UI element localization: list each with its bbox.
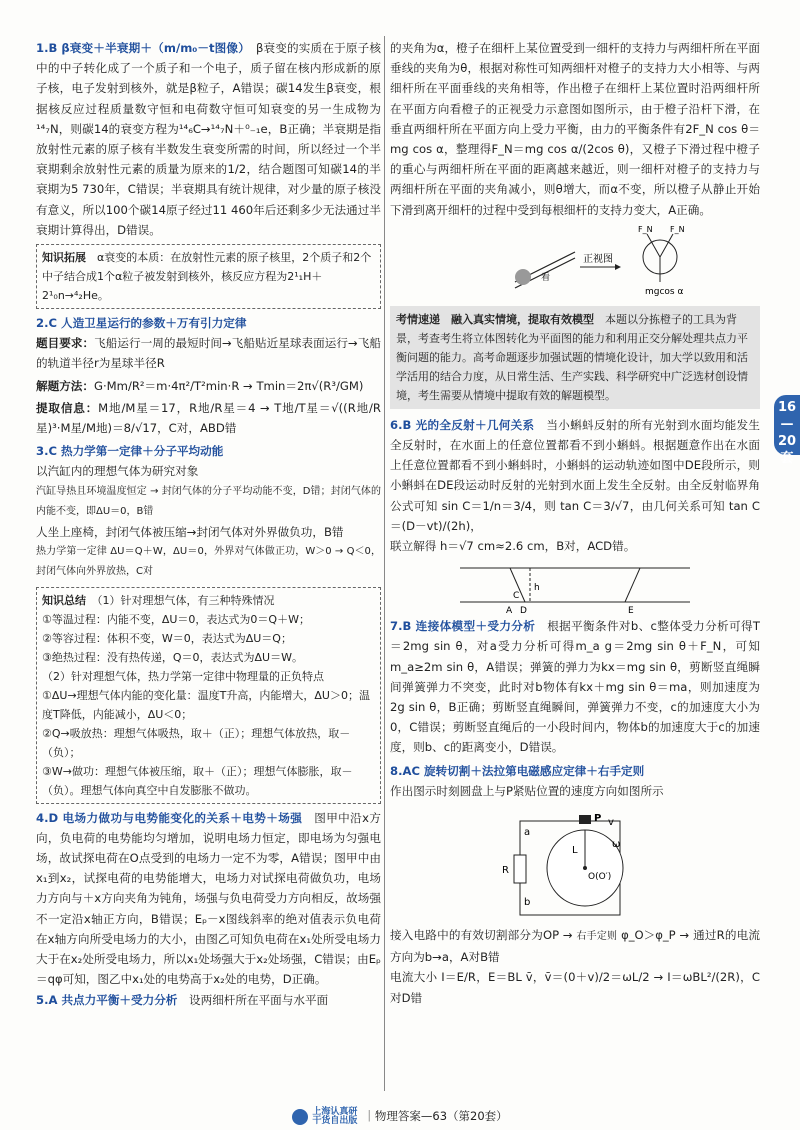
answer-3-line-3: 人坐上座椅，封闭气体被压缩→封闭气体对外界做负功，B错 [36,525,344,540]
answer-5-number: 5.A [36,992,58,1007]
answer-6 [390,415,760,536]
demand-text: 飞船运行一周的最短时间→飞船贴近星球表面运行→飞船的轨道半径r为星球半径R [36,336,381,371]
answer-2-topic: 人造卫星运行的参数＋万有引力定律 [60,316,247,331]
answer-2-head [36,313,381,333]
answer-5-body-start: 设两细杆所在平面与水平面 [189,992,329,1007]
node-b-label: b [524,897,531,909]
answer-8-line-1: 作出图示时刻圆盘上与P紧贴位置的速度方向如图所示 [390,783,664,798]
answer-1-number: 1.B [36,41,58,55]
answer-7 [390,616,760,757]
answer-8-head [390,761,760,781]
answer-4 [36,808,381,990]
answer-6-body: 当小蝌蚪反射的所有光射到水面均能发生全反射时，在水面上的任意位置都看不到小蝌蚪。根据题意作出在水面上任意位置都看不到小蝌蚪时，小蝌蚪的运动轨迹如图中DE段所示，则小蝌蚪在DE段运动时反射的光射到水面上发生全反射。由全反射临界角公式可知 sin C＝1/n＝3/4，则 tan C＝3/√7，由几何关系可知 tan C＝(D－vt)/(2h)， [390,417,760,533]
view-arrow-head [615,264,621,270]
summary-line-7: ③W→做功：理想气体被压缩，取＋（正）；理想气体膨胀，取－（负）。理想气体向真空中自发膨胀不做功。 [42,764,353,797]
insight-subtitle: 融入真实情境，提取有效模型 [451,312,594,326]
summary-title: 知识总结 [42,593,86,607]
answer-5-continued: 的夹角为α，橙子在细杆上某位置受到一细杆的支持力与两细杆所在平面垂线的夹角为θ，根据对称性可知两细杆对橙子的支持力大小相等、与两细杆所在平面垂线的夹角相等，作出橙子在细杆上某位置时沿两细杆所在平面方向看橙子的正视受力示意图如图所示，由于橙子沿杆下滑，在垂直两细杆所在平面方向上受力平衡，由力的平衡条件有2F_N cos θ＝mg cos α，整理得F_N＝mg cos α/(2cos θ)，又橙子下滑过程中橙子的重心与两细杆所在平面的距离越来越近，则一细杆对橙子的支持力与两细杆所在平面的夹角减小，则θ增大，而α不变，所以橙子从静止开始下滑到离开细杆的过程中受到每根细杆的支持力变大，A正确。 [390,41,760,217]
right-hand-rule-label: 右手定则 [576,931,618,943]
answer-8-topic: 旋转切割＋法拉第电磁感应定律＋右手定则 [423,763,645,778]
answer-3-head [36,441,381,461]
brush-p [579,815,591,824]
answer-4-number: 4.D [36,810,59,825]
center-label: O(O′) [588,872,612,883]
effective-cut-text: 接入电路中的有效切割部分为OP [390,928,560,943]
fn-right-arrow [660,234,673,257]
current-direction-text: 通过R的电流方向为b→a，A对B错 [390,928,760,965]
summary-line-3: ③绝热过程：没有热传递，Q＝0，表达式为ΔU＝W。 [42,650,303,664]
resistor-r [514,855,526,883]
omega-label: ω [612,839,621,851]
answer-3-number: 3.C [36,444,57,459]
answer-5-topic: 共点力平衡＋受力分析 [61,992,178,1007]
summary-line-6: ②Q→吸放热：理想气体吸热，取＋（正）；理想气体放热，取－（负）； [42,726,351,759]
tadpole-refraction-diagram [450,558,700,614]
knowledge-extension-box [36,244,381,309]
point-c-label: C [513,591,520,602]
answer-6-topic: 光的全反射＋几何关系 [415,417,535,432]
resistor-label: R [502,865,509,877]
answer-3-line-4: 热力学第一定律 ΔU＝Q＋W，ΔU＝0，外界对气体做正功，W＞0 → Q＜0，封闭气体向外界放热，C对 [36,546,381,578]
exam-insight-box [390,306,760,409]
insight-text: 本题以分拣橙子的工具为背景，考查考生将立体图转化为平面图的能力和利用正交分解处理共点力平衡问题的能力。高考命题逐步加强试题的情境化设计，加大学以致用和活学活用的结合力度，从日常生活、生产实践、科学研究中广泛选材创设情境，考生需要从情境中提取有效的解题模型。 [396,312,748,402]
answer-3-line-1: 以汽缸内的理想气体为研究对象 [36,464,199,479]
demand-label: 题目要求： [36,336,95,351]
summary-line-0: （1）针对理想气体，有三种特殊情况 [97,593,275,607]
publisher-line-1: 上海认真研 [312,1106,358,1117]
method-label: 解题方法： [36,378,94,393]
insight-title: 考情速递 [396,312,440,326]
publisher-logo-icon [292,1109,308,1125]
info-text: M地/M星＝17，R地/R星＝4 → T地/T星＝√((R地/R星)³·M星/M地)＝8/√17，C对，ABD错 [36,400,381,436]
column-divider [384,36,385,1091]
page-footer: 上海认真研 干货自出版 ｜物理答案—63（第20套） [0,1106,800,1126]
info-label: 提取信息： [36,400,99,415]
orange-force-diagram [445,222,705,300]
orange-ball [515,269,531,285]
left-column [36,38,381,1010]
summary-line-1: ①等温过程：内能不变，ΔU＝0，表达式为0＝Q＋W； [42,612,310,626]
answer-8-line-2: 接入电路中的有效切割部分为OP → 右手定则 φ_O＞φ_P → 通过R的电流方向为b→a，A对B错 [390,928,760,965]
answer-1-topic: β衰变＋半衰期＋（m/m₀－t图像） [61,41,245,55]
fn-right-label: F_N [670,224,685,234]
velocity-label: v [608,817,614,829]
answer-2-demand [36,333,381,373]
point-a-label: A [506,606,513,615]
answer-8-number: 8.AC [390,763,420,778]
potential-compare: φ_O＞φ_P [621,928,676,943]
answer-3-line-2: 汽缸导热且环境温度恒定 → 封闭气体的分子平均动能不变，D错；封闭气体的内能不变，即ΔU＝0，B错 [36,485,381,517]
page-label: 物理答案—63（第20套） [374,1109,508,1123]
publisher-line-2: 干货自出版 [312,1115,358,1126]
summary-line-2: ②等容过程：体积不变，W＝0，表达式为ΔU＝Q； [42,631,292,645]
ray-right [625,568,640,602]
method-text: G·Mm/R²＝m·4π²/T²min·R → Tmin＝2π√(R³/GM) [93,378,364,393]
look-arrow-label: 看 [541,272,551,283]
answer-6-result: 联立解得 h＝√7 cm≈2.6 cm，B对，ACD错。 [390,539,636,554]
answer-2-method [36,376,381,396]
answer-8-line-3: 电流大小 I＝E/R，E＝BL v̄，v̄＝(0＋v)/2＝ωL/2 → I＝ωBL²/(2R)，C对D错 [390,970,760,1005]
answer-7-number: 7.B [390,619,412,634]
point-p-label: P [594,813,602,825]
fn-left-label: F_N [638,224,653,234]
answer-5-start [36,990,381,1010]
answer-1-body: β衰变的实质在于原子核中的中子转化成了一个质子和一个电子，质子留在核内形成新的原子核，电子发射到核外，就是β粒子，A错误；碳14发生β衰变，根据核反应过程质量数守恒和电荷数守恒可知衰变的另一生成物为¹⁴₇N，则碳14的衰变方程为¹⁴₆C→¹⁴₇N＋⁰₋₁e，B正确；半衰期是指放射性元素的原子核有半数发生衰变所需的时间，所以经过一个半衰期剩余放射性元素的质量为原来的1/2，结合题图可知碳14的半衰期为5 730年，C错误；半衰期具有统计规律，对少量的原子核没有意义，所以100个碳14原子经过11 460年后还剩多少无法通过半衰期计算得出，D错误。 [36,41,381,237]
box-text: α衰变的本质：在放射性元素的原子核里，2个质子和2个中子结合成1个α粒子被发射到核外，核反应方程为2¹₁H＋2¹₀n→⁴₂He。 [42,251,372,303]
mg-label: mgcos α [645,286,684,297]
fn-left-arrow [647,234,660,257]
node-a-label: a [524,827,531,839]
point-e-label: E [628,606,634,615]
answer-2-info [36,398,381,438]
answer-3-topic: 热力学第一定律＋分子平均动能 [60,444,224,459]
right-column [390,38,760,1008]
radius-l-label: L [572,845,578,857]
answer-6-number: 6.B [390,417,412,432]
publisher-name [312,1108,357,1126]
answer-4-body: 图甲中沿x方向，负电荷的电势能均匀增加，说明电场力恒定，即电场为匀强电场，故试探电荷在O点受到的电场力一定不为零，A错误；图甲中由x₁到x₂，试探电荷的电势能增大，电场力对试探电荷做负功，电场力方向与＋x方向夹角为钝角，场强与负电荷受力方向相反，故场强不一定沿x轴正方向，B错误；Eₚ－x图线斜率的绝对值表示负电荷在x轴方向所受电场力的大小，由图乙可知负电荷在x₁处所受电场力大于在x₂处所受电场力，所以x₁处场强大于x₂处场强，C错误；由Eₚ＝qφ可知，图乙中x₁处的电势高于x₂处的电势，D正确。 [36,810,381,987]
summary-line-5: ①ΔU→理想气体内能的变化量：温度T升高，内能增大，ΔU＞0；温度T降低，内能减小，ΔU＜0； [42,688,370,721]
set-range-tab: 16—20套 [774,395,800,455]
answer-7-body: 根据平衡条件对b、c整体受力分析可得T＝2mg sin θ，对a受力分析可得m_a g＝2mg sin θ＋F_N，可知m_a≥2m sin θ，A错误；弹簧的弹力为kx＝mg sin θ，剪断竖直绳瞬间弹簧弹力不突变，此时对b物体有kx＋mg sin θ＝ma，则加速度为2g sin θ，B正确；剪断竖直绳瞬间，弹簧弹力不变，c的加速度大小为0，C错误；剪断竖直绳后的一小段时间内，物体b的加速度大于c的加速度，则b、c的距离变小，D错误。 [390,619,760,755]
knowledge-summary-box [36,587,381,804]
box-title: 知识拓展 [42,251,86,265]
point-d-label: D [520,606,527,615]
answer-2-number: 2.C [36,316,57,331]
answer-7-topic: 连接体模型＋受力分析 [415,619,536,634]
summary-line-4: （2）针对理想气体，热力学第一定律中物理量的正负特点 [42,669,324,683]
answer-1 [36,38,381,240]
rotating-disk-diagram [500,803,650,923]
front-view-label: 正视图 [583,253,613,265]
answer-4-topic: 电场力做功与电势能变化的关系＋电势＋场强 [62,810,303,825]
depth-h-label: h [534,583,540,594]
disk-center [583,866,587,870]
